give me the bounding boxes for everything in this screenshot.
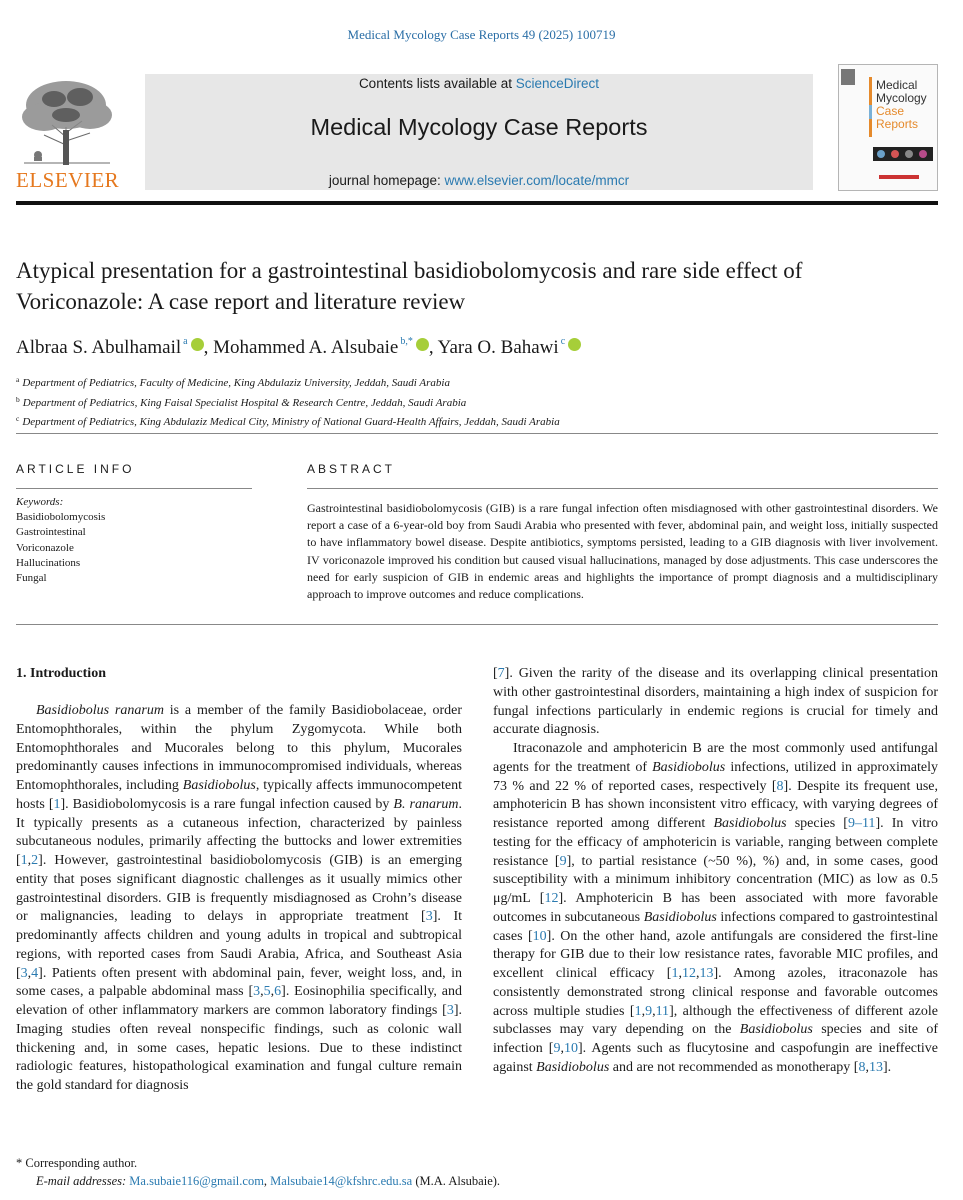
email-line — [16, 1172, 500, 1190]
text-run: , — [652, 1003, 656, 1019]
citation-link[interactable]: 6 — [274, 984, 282, 1000]
citation-link[interactable]: 13 — [868, 1059, 883, 1075]
publisher-logo — [14, 75, 122, 193]
text-run: , — [260, 984, 264, 1000]
citation-link[interactable]: 8 — [776, 778, 784, 794]
italic-text: Basidiobolus — [652, 759, 726, 775]
homepage-prefix: journal homepage: — [328, 173, 445, 188]
text-run: ]. Given the rarity of the disease and its overlapping clinical presentation with other gastrointestinal disorders, maintaining a high index of suspicion for fungal infections particularly in endemic regions is crucial for timely and accurate diagnosis. — [493, 666, 938, 738]
affiliation-text: Department of Pediatrics, King Faisal Specialist Hospital & Research Centre, Jeddah, Saudi Arabia — [22, 396, 467, 409]
keyword: Voriconazole — [16, 541, 74, 554]
text-run: , — [678, 966, 682, 981]
author-name[interactable]: Mohammed A. Alsubaie — [213, 337, 399, 358]
text-run: ]. Amphotericin B has been associated with more favorable outcomes in subcutaneous — [493, 891, 938, 925]
intro-paragraph-1 — [16, 702, 462, 1096]
email-separator: , — [263, 1174, 271, 1188]
citation-link[interactable]: 1 — [20, 853, 28, 868]
citation-link[interactable]: 12 — [544, 891, 559, 906]
article-title: Atypical presentation for a gastrointestinal basidiobolomycosis and rare side effect of Voriconazole: A case report and literature review — [16, 258, 803, 314]
italic-text: Basidiobolus — [182, 778, 256, 793]
text-run: , — [560, 1041, 564, 1056]
citation-link[interactable]: 12 — [681, 966, 696, 981]
cover-line: Medical — [876, 78, 918, 92]
text-run: ], to partial resistance (~50 %), %) and, in some cases, good susceptibility with a minimum inhibitory concentration (MIC) as low as 0.5 μg/mL [ — [493, 853, 938, 906]
text-run: is a member of the family Basidiobolaceae, order Entomophthorales, within the phylum Zygomycota. While both Entomophthorales and Mucorales belong to this phylum, Mucorales predominantly causes infections in immunocompromised individuals, whereas Entomophthorales, including — [16, 703, 463, 793]
author-list — [16, 336, 581, 359]
divider — [16, 488, 252, 489]
contents-prefix: Contents lists available at — [358, 76, 516, 91]
abstract-label: ABSTRACT — [307, 462, 396, 476]
divider — [307, 488, 938, 489]
italic-text: Basidiobolus — [739, 1022, 813, 1038]
citation-link[interactable]: 8 — [858, 1059, 866, 1075]
citation-link[interactable]: 4 — [31, 965, 39, 981]
citation-link[interactable]: 3 — [253, 984, 261, 1000]
italic-text: Basidiobolus — [536, 1059, 610, 1075]
orcid-icon[interactable] — [568, 338, 581, 351]
author-affil-mark[interactable]: b,* — [400, 336, 413, 347]
text-run: ]. Agents such as flucytosine and caspofungin are ineffective against — [493, 1041, 939, 1075]
text-run: ]. Imaging studies often reveal nonspecific findings, such as colonic wall thickening and, in some cases, hepatic lesions. Due to these indistinct radiologic features, histopathological examination and fungal culture remain the gold standard for diagnosis — [16, 1003, 462, 1093]
journal-title: Medical Mycology Case Reports — [310, 114, 648, 140]
text-run: ]. It predominantly affects children and young adults in tropical and subtropical regions, with reported cases from Saudi Arabia, Africa, and Southeast Asia [ — [16, 909, 462, 981]
text-run: ]. In vitro testing for the efficacy of amphotericin is variable, ranging between complete resistance [ — [493, 816, 938, 869]
text-run: ]. Despite its frequent use, amphotericin B has shown inconsistent vitro efficacy, with varying degrees of resistance reported among different — [493, 778, 938, 831]
affiliation-key: a — [16, 375, 20, 384]
citation-link[interactable]: 11 — [655, 1003, 670, 1019]
citation-link[interactable]: 5 — [263, 984, 271, 1000]
text-run: , — [865, 1059, 869, 1075]
text-run: species and site of infection [ — [493, 1022, 938, 1056]
cover-line: Reports — [876, 117, 919, 131]
keywords-label: Keywords: — [16, 496, 64, 508]
text-run: ]. However, gastrointestinal basidiobolomycosis (GIB) is an emerging entity that poses significant diagnostic challenges as it usually mimics other gastrointestinal disorders. GIB is frequently misdiagnosed as Crohn’s disease or malignancies, leading to delays in appropriate treatment [ — [16, 853, 462, 925]
cover-line: Case — [876, 104, 905, 118]
citation-link[interactable]: 1 — [671, 966, 679, 981]
text-run: , — [641, 1003, 646, 1019]
affiliation-text: Department of Pediatrics, King Abdulaziz Medical City, Ministry of National Guard-Health Affairs, Jeddah, Saudi Arabia — [22, 416, 560, 428]
text-run: , — [695, 966, 700, 981]
masthead — [145, 74, 813, 190]
citation-link[interactable]: 1 — [634, 1003, 642, 1019]
divider — [16, 624, 938, 625]
text-run: ]. Among azoles, itraconazole has consistently demonstrated strong clinical response and favorable outcomes across multiple studies [ — [493, 966, 939, 1019]
cover-title — [876, 79, 927, 131]
text-run: . It typically presents as a cutaneous infection, characterized by painless subcutaneous nodules, primarily affecting the buttocks and lower extremities [ — [16, 796, 462, 868]
author-separator: , — [203, 337, 214, 358]
text-run: ]. Basidiobolomycosis is a rare fungal infection caused by — [60, 796, 394, 812]
intro-paragraph-2 — [493, 740, 938, 1078]
text-run: ]. Patients often present with abdominal pain, fever, weight loss, and, in some cases, a palpable abdominal mass [ — [16, 965, 462, 1000]
footnote — [16, 1154, 500, 1190]
text-run: infections, utilized in approximately 73 % and 22 % of reported cases, respectively [ — [493, 759, 938, 794]
citation-link[interactable]: 3 — [425, 909, 433, 925]
journal-cover — [838, 64, 938, 191]
affiliation-key: b — [16, 394, 20, 404]
keyword: Gastrointestinal — [16, 526, 86, 539]
text-run: [ — [493, 666, 498, 681]
italic-text: Basidiobolus — [713, 816, 787, 831]
text-run: , — [27, 965, 32, 981]
cover-line: Mycology — [876, 91, 927, 105]
affiliation — [16, 411, 560, 431]
email-link[interactable]: Malsubaie14@kfshrc.edu.sa — [270, 1174, 413, 1188]
email-link[interactable]: Ma.subaie116@gmail.com — [129, 1174, 264, 1188]
article-info-label: ARTICLE INFO — [16, 462, 135, 476]
section-heading: 1. Introduction — [16, 666, 106, 681]
publisher-name: ELSEVIER — [16, 168, 120, 192]
divider — [16, 433, 938, 434]
affiliation — [16, 392, 560, 412]
tree-logo-icon — [14, 75, 120, 167]
citation-link[interactable]: 1 — [53, 796, 61, 812]
text-run: ], although the effectiveness of different azole subclasses may vary depending on the — [493, 1003, 939, 1038]
intro-paragraph-continued — [493, 665, 938, 740]
text-run: , typically affects immunocompetent hosts [ — [16, 778, 462, 812]
keyword: Basidiobolomycosis — [16, 511, 106, 524]
italic-text: Basidiobolus ranarum — [36, 703, 164, 718]
text-run: species [ — [786, 816, 848, 831]
author-name[interactable]: Yara O. Bahawi — [437, 337, 559, 358]
text-run: Itraconazole and amphotericin B are the most commonly used antifungal agents for the treatment of — [493, 741, 938, 775]
affiliations — [16, 372, 560, 431]
running-head[interactable]: Medical Mycology Case Reports 49 (2025) 100719 — [347, 27, 616, 42]
orcid-icon[interactable] — [191, 338, 204, 351]
email-label: E-mail addresses: — [36, 1174, 130, 1188]
homepage-link[interactable]: www.elsevier.com/locate/mmcr — [444, 173, 630, 188]
email-suffix: (M.A. Alsubaie). — [412, 1174, 501, 1188]
keyword: Fungal — [16, 572, 47, 585]
author-separator: , — [428, 337, 438, 358]
author-affil-mark[interactable]: a — [183, 336, 188, 347]
affiliation-text: Department of Pediatrics, Faculty of Medicine, King Abdulaziz University, Jeddah, Saudi Arabia — [22, 377, 450, 389]
homepage-line — [145, 173, 813, 188]
citation-link[interactable]: 10 — [532, 928, 547, 944]
citation-link[interactable]: 9 — [553, 1041, 561, 1056]
citation-link[interactable]: 3 — [446, 1003, 454, 1018]
orcid-icon[interactable] — [416, 338, 429, 351]
citation-link[interactable]: 10 — [563, 1041, 578, 1056]
citation-link[interactable]: 9 — [559, 853, 567, 869]
author-affil-mark[interactable]: c — [560, 336, 566, 347]
header-rule — [16, 201, 938, 205]
abstract-text: Gastrointestinal basidiobolomycosis (GIB) is a rare fungal infection often misdiagnosed with other gastrointestinal disorders. We report a case of a 6-year-old boy from Saudi Arabia who presented with fever, abdominal pain, and weight loss, initially suspected to have inflammatory bowel disease. Despite antibiotics, symptoms persisted, leading to a GIB diagnosis with liver involvement. IV voriconazole improved his condition but caused visual hallucinations, managed by dose adjustments. This case underscores the need for early suspicion of GIB in endemic areas and highlights the importance of prompt diagnosis and a multidisciplinary approach to improve outcomes and reduce complications. — [307, 501, 938, 602]
text-run: infections compared to gastrointestinal cases [ — [493, 909, 938, 944]
text-run: ]. Eosinophilia specifically, and elevation of other inflammatory markers are common laboratory findings [ — [16, 984, 463, 1018]
affiliation-key: c — [16, 414, 20, 423]
keywords-block — [16, 495, 105, 586]
text-run: and are not recommended as monotherapy [ — [609, 1059, 859, 1075]
italic-text: Basidiobolus — [643, 909, 717, 925]
text-run: ]. On the other hand, azole antifungals are considered the first-line therapy for GIB due to their low resistance rates, favorable MIC profiles, and excellent clinical efficacy [ — [493, 928, 938, 981]
citation-link[interactable]: 2 — [31, 853, 39, 868]
affiliation — [16, 372, 560, 392]
citation-link[interactable]: 9 — [645, 1003, 653, 1019]
citation-link[interactable]: 7 — [497, 666, 505, 681]
citation-link[interactable]: 9–11 — [847, 816, 876, 831]
sciencedirect-link[interactable]: ScienceDirect — [515, 76, 600, 91]
text-run: , — [27, 853, 32, 868]
citation-link[interactable]: 13 — [699, 966, 714, 981]
author-name[interactable]: Albraa S. Abulhamail — [16, 337, 182, 358]
contents-line — [145, 76, 813, 91]
italic-text: B. ranarum — [393, 796, 459, 812]
citation-link[interactable]: 3 — [20, 965, 28, 981]
text-run: ]. — [882, 1059, 892, 1075]
corresponding-author-note: * Corresponding author. — [16, 1156, 138, 1170]
keyword: Hallucinations — [16, 556, 81, 569]
text-run: , — [270, 984, 275, 1000]
